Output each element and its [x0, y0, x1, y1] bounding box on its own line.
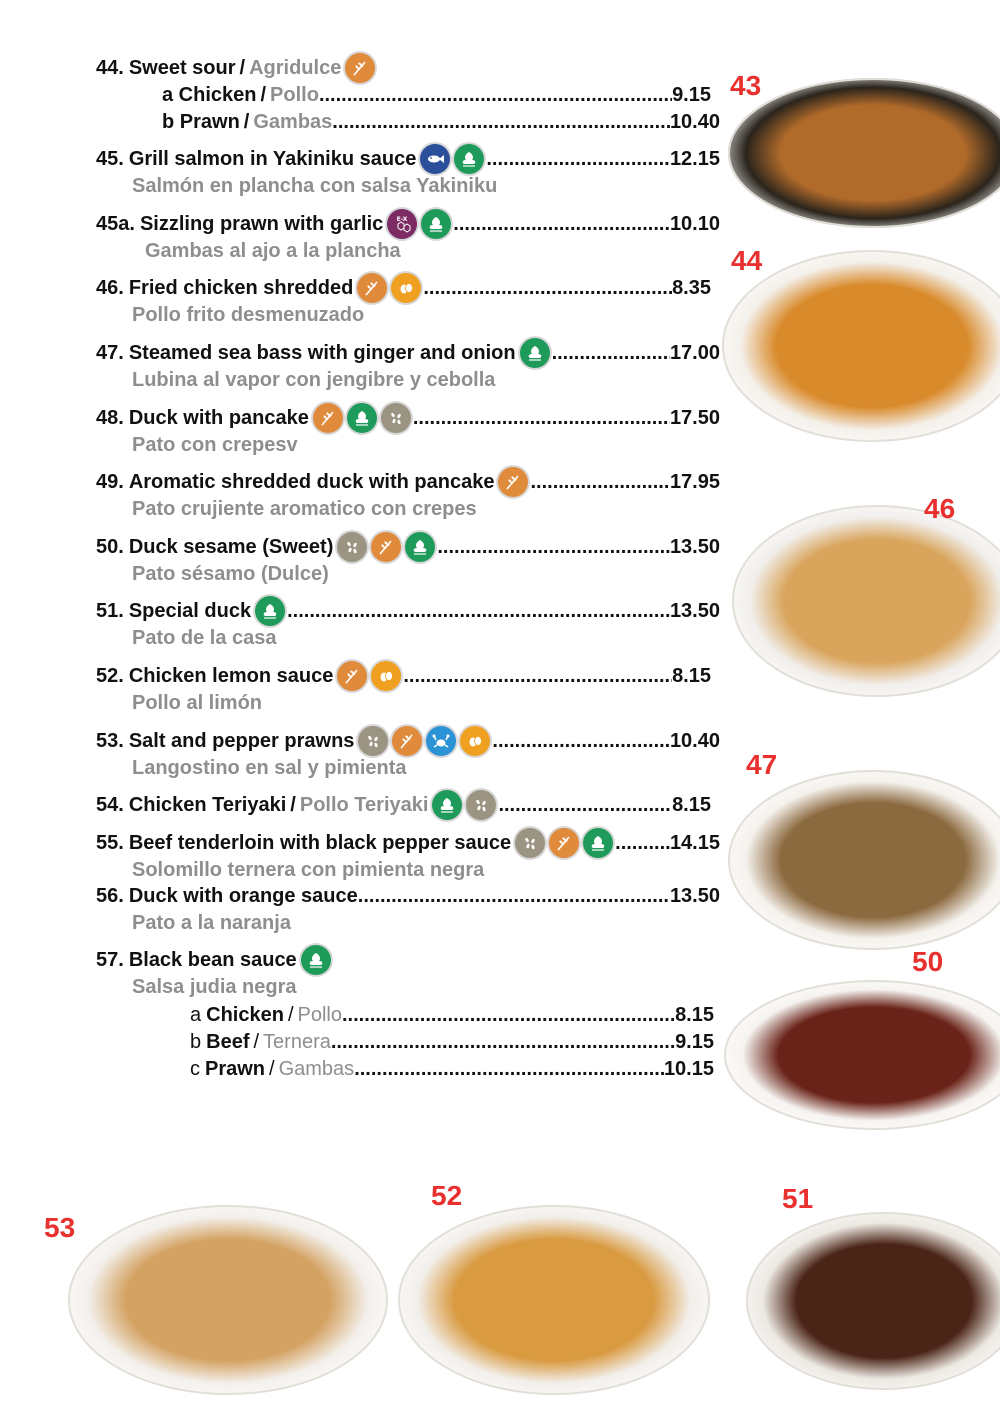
item-description: Pato sésamo (Dulce): [132, 563, 329, 585]
item-name: Steamed sea bass with ginger and onion: [128, 341, 516, 364]
dish-photo: [68, 1205, 388, 1395]
gluten-allergen-icon: [371, 532, 401, 562]
dot-leader: [331, 1031, 675, 1054]
separator: /: [269, 1057, 275, 1080]
dish-photo: [722, 250, 1000, 442]
sesame-allergen-icon: [358, 726, 388, 756]
dot-leader: [437, 536, 670, 559]
item-price: 9.15: [672, 83, 711, 106]
item-description: Salmón en plancha con salsa Yakiniku: [132, 175, 498, 197]
sesame-allergen-icon: [466, 790, 496, 820]
subitem-letter: b: [190, 1030, 202, 1053]
item-number: 45a.: [96, 212, 135, 235]
item-price: 13.50: [669, 884, 720, 907]
menu-item: [96, 946, 720, 974]
dish-photo-number: 47: [746, 749, 778, 780]
item-price: 13.50: [669, 535, 720, 558]
item-number: 56.: [96, 884, 124, 907]
gluten-allergen-icon: [549, 828, 579, 858]
item-name: Chicken Teriyaki: [128, 793, 287, 816]
item-description: Pato de la casa: [132, 627, 277, 649]
gluten-allergen-icon: [498, 467, 528, 497]
item-name: Chicken: [206, 1003, 284, 1026]
item-translation: Ternera: [263, 1030, 331, 1053]
item-description: Gambas al ajo a la plancha: [145, 240, 401, 262]
menu-item: [96, 145, 720, 173]
item-name: Chicken lemon sauce: [128, 664, 334, 687]
menu-item: [96, 404, 720, 432]
item-price: 10.15: [663, 1057, 714, 1080]
dish-photo-number: 50: [912, 946, 944, 977]
dish-photo: [746, 1212, 1000, 1390]
menu-item: [96, 829, 720, 857]
separator: /: [290, 793, 296, 816]
item-price: 17.95: [669, 470, 720, 493]
separator: /: [243, 110, 250, 133]
menu-subitem: [190, 1055, 714, 1083]
gluten-allergen-icon: [345, 53, 375, 83]
celery-allergen-icon: [454, 144, 484, 174]
item-name: Special duck: [128, 599, 252, 622]
item-price: 8.15: [672, 793, 711, 816]
menu-item: [96, 54, 720, 82]
item-number: 53.: [96, 729, 124, 752]
item-number: 46.: [96, 276, 124, 299]
separator: /: [287, 1003, 294, 1026]
dish-photo: [728, 78, 1000, 228]
item-number: 45.: [96, 147, 124, 170]
gluten-allergen-icon: [337, 661, 367, 691]
item-translation: Pollo Teriyaki: [299, 793, 429, 816]
egg-allergen-icon: [391, 273, 421, 303]
dot-leader: [413, 407, 670, 430]
menu-item: [96, 533, 720, 561]
menu-subitem: [190, 1001, 714, 1029]
item-name: Duck sesame (Sweet): [128, 535, 334, 558]
menu-item: [96, 339, 720, 367]
item-number: 47.: [96, 341, 124, 364]
dish-photo-number: 51: [782, 1183, 814, 1214]
dot-leader: [498, 794, 672, 817]
dot-leader: [287, 600, 670, 623]
dot-leader: [342, 1004, 675, 1027]
item-price: 10.40: [669, 729, 720, 752]
item-name: Beef tenderloin with black pepper sauce: [128, 831, 512, 854]
item-name: Beef: [206, 1030, 250, 1053]
item-number: 51.: [96, 599, 124, 622]
egg-allergen-icon: [371, 661, 401, 691]
dot-leader: [423, 277, 672, 300]
item-name: b Prawn: [162, 110, 240, 133]
item-translation: Agridulce: [249, 56, 342, 79]
item-name: a Chicken: [162, 83, 257, 106]
item-description: Lubina al vapor con jengibre y cebolla: [132, 369, 496, 391]
dot-leader: [615, 832, 670, 855]
celery-allergen-icon: [432, 790, 462, 820]
item-price: 13.50: [669, 599, 720, 622]
menu-item: [96, 882, 720, 910]
crustacean-allergen-icon: [426, 726, 456, 756]
dish-photo-number: 52: [431, 1180, 463, 1211]
item-number: 49.: [96, 470, 124, 493]
item-price: 9.15: [675, 1030, 714, 1053]
dish-photo-number: 43: [730, 70, 762, 101]
item-price: 10.40: [669, 110, 720, 133]
item-number: 52.: [96, 664, 124, 687]
item-number: 57.: [96, 948, 124, 971]
menu-item: [96, 468, 720, 496]
dot-leader: [354, 1058, 664, 1081]
dot-leader: [319, 84, 672, 107]
dish-photo-number: 53: [44, 1212, 76, 1243]
dot-leader: [403, 665, 672, 688]
item-name: Sizzling prawn with garlic: [139, 212, 384, 235]
dot-leader: [492, 730, 670, 753]
item-name: Duck with orange sauce: [128, 884, 358, 907]
celery-allergen-icon: [255, 596, 285, 626]
gluten-allergen-icon: [357, 273, 387, 303]
sulphite-allergen-icon: [387, 209, 417, 239]
subitem-letter: c: [190, 1057, 200, 1080]
sesame-allergen-icon: [381, 403, 411, 433]
dish-photo: [398, 1205, 710, 1395]
dish-photo: [732, 505, 1000, 697]
dish-photo: [728, 770, 1000, 950]
dish-photo-number: 44: [731, 245, 763, 276]
item-number: 48.: [96, 406, 124, 429]
celery-allergen-icon: [405, 532, 435, 562]
item-description: Pato con crepesv: [132, 434, 298, 456]
item-translation: Gambas: [278, 1057, 355, 1080]
item-description: Pato crujiente aromatico con crepes: [132, 498, 477, 520]
item-price: 17.50: [669, 406, 720, 429]
item-number: 44.: [96, 56, 124, 79]
fish-allergen-icon: [420, 144, 450, 174]
item-number: 50.: [96, 535, 124, 558]
separator: /: [239, 56, 246, 79]
dot-leader: [530, 471, 669, 494]
item-translation: Pollo: [270, 83, 319, 106]
celery-allergen-icon: [347, 403, 377, 433]
item-description: Langostino en sal y pimienta: [132, 757, 407, 779]
menu-item: [96, 210, 720, 238]
celery-allergen-icon: [583, 828, 613, 858]
menu-subitem: [162, 108, 720, 136]
menu-item: [96, 274, 711, 302]
item-name: Fried chicken shredded: [128, 276, 354, 299]
dish-photo: [724, 980, 1000, 1130]
item-translation: Gambas: [253, 110, 333, 133]
item-name: Duck with pancake: [128, 406, 309, 429]
dish-photo-number: 46: [924, 493, 956, 524]
item-description: Pollo al limón: [132, 692, 263, 714]
dot-leader: [552, 342, 670, 365]
item-price: 17.00: [669, 341, 720, 364]
item-number: 55.: [96, 831, 124, 854]
separator: /: [260, 83, 267, 106]
menu-item: [96, 727, 720, 755]
item-price: 14.15: [669, 831, 720, 854]
celery-allergen-icon: [421, 209, 451, 239]
dot-leader: [332, 111, 670, 134]
item-name: Aromatic shredded duck with pancake: [128, 470, 495, 493]
subitem-letter: a: [190, 1003, 202, 1026]
item-price: 12.15: [669, 147, 720, 170]
item-name: Grill salmon in Yakiniku sauce: [128, 147, 417, 170]
item-translation: Pollo: [297, 1003, 342, 1026]
item-price: 10.10: [669, 212, 720, 235]
egg-allergen-icon: [460, 726, 490, 756]
menu-item: [96, 791, 711, 819]
item-price: 8.35: [672, 276, 711, 299]
item-name: Salt and pepper prawns: [128, 729, 355, 752]
item-description: Pollo frito desmenuzado: [132, 304, 365, 326]
item-description: Pato a la naranja: [132, 912, 291, 934]
celery-allergen-icon: [301, 945, 331, 975]
separator: /: [253, 1030, 260, 1053]
item-name: Sweet sour: [128, 56, 236, 79]
menu-item: [96, 597, 720, 625]
gluten-allergen-icon: [313, 403, 343, 433]
dot-leader: [358, 885, 670, 908]
dot-leader: [453, 213, 670, 236]
menu-subitem: [162, 81, 711, 109]
gluten-allergen-icon: [392, 726, 422, 756]
item-number: 54.: [96, 793, 124, 816]
sesame-allergen-icon: [515, 828, 545, 858]
celery-allergen-icon: [520, 338, 550, 368]
sesame-allergen-icon: [337, 532, 367, 562]
item-name: Black bean sauce: [128, 948, 297, 971]
item-price: 8.15: [675, 1003, 714, 1026]
item-price: 8.15: [672, 664, 711, 687]
menu-item: [96, 662, 711, 690]
menu-subitem: [190, 1028, 714, 1056]
item-name: Prawn: [205, 1057, 266, 1080]
item-description: Solomillo ternera con pimienta negra: [132, 859, 485, 881]
item-description: Salsa judia negra: [132, 976, 297, 998]
dot-leader: [486, 148, 670, 171]
